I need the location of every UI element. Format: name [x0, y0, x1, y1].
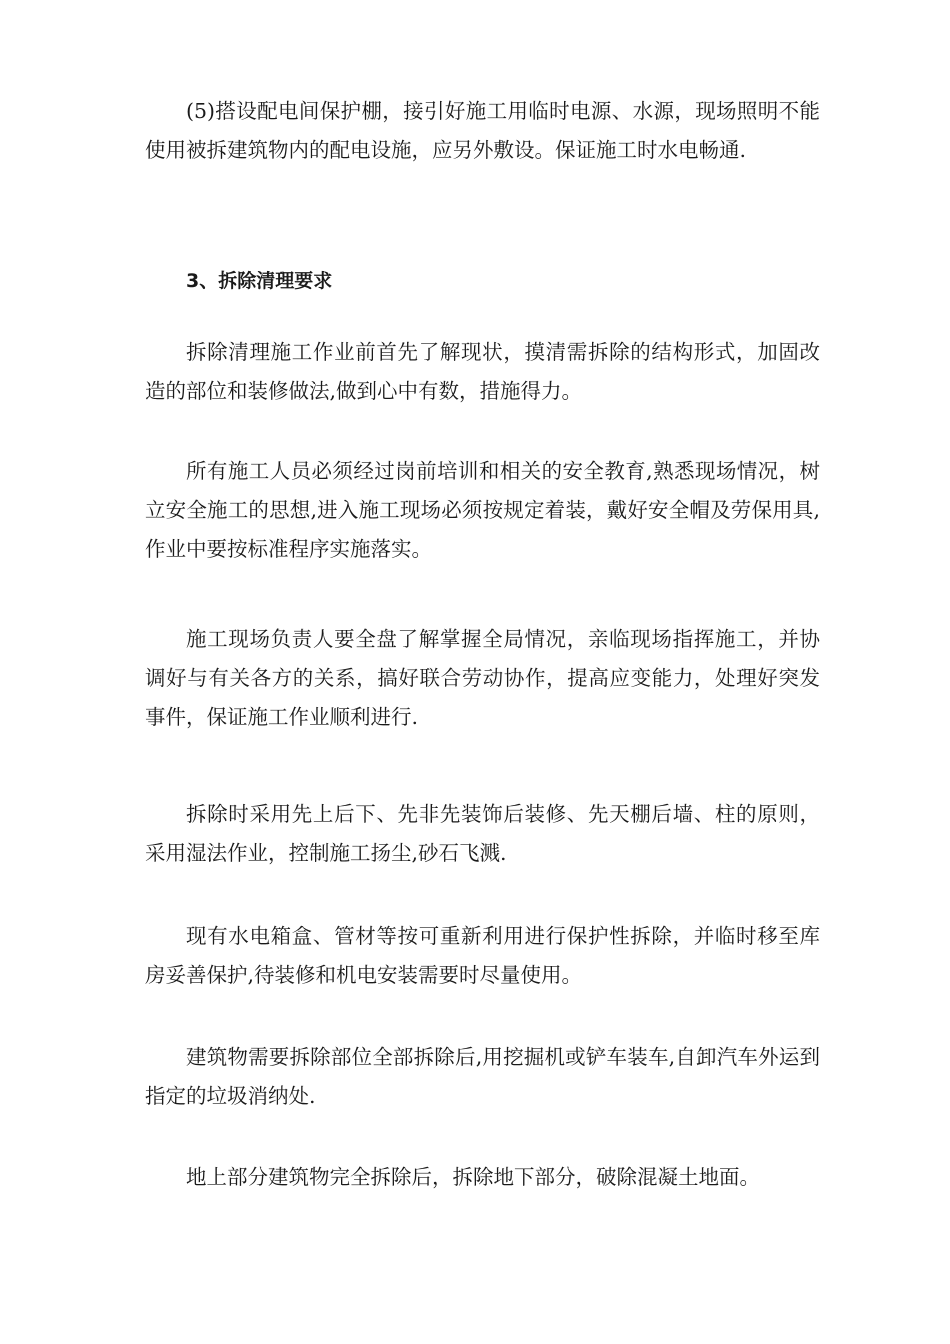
paragraph-survey-structure: 拆除清理施工作业前首先了解现状，摸清需拆除的结构形式，加固改造的部位和装修做法,做到心中有数，措施得力。 [145, 340, 820, 403]
paragraph-demolition-order: 拆除时采用先上后下、先非先装饰后装修、先天棚后墙、柱的原则，采用湿法作业，控制施工扬尘,砂石飞溅. [145, 802, 820, 865]
paragraph-underground-demolition: 地上部分建筑物完全拆除后，拆除地下部分，破除混凝土地面。 [186, 1165, 760, 1189]
paragraph-reuse-fixtures: 现有水电箱盒、管材等按可重新利用进行保护性拆除，并临时移至库房妥善保护,待装修和机电安装需要时尽量使用。 [145, 924, 820, 987]
section-heading-demolition-requirements: 3、拆除清理要求 [186, 270, 333, 292]
paragraph-staff-training: 所有施工人员必须经过岗前培训和相关的安全教育,熟悉现场情况，树立安全施工的思想,进入施工现场必须按规定着装，戴好安全帽及劳保用具,作业中要按标准程序实施落实。 [145, 459, 820, 561]
paragraph-site-manager: 施工现场负责人要全盘了解掌握全局情况，亲临现场指挥施工，并协调好与有关各方的关系，搞好联合劳动协作，提高应变能力，处理好突发事件，保证施工作业顺利进行. [145, 627, 820, 729]
paragraph-debris-removal: 建筑物需要拆除部位全部拆除后,用挖掘机或铲车装车,自卸汽车外运到指定的垃圾消纳处. [145, 1045, 820, 1108]
paragraph-power-water-setup: (5)搭设配电间保护棚，接引好施工用临时电源、水源，现场照明不能使用被拆建筑物内的配电设施，应另外敷设。保证施工时水电畅通. [145, 99, 820, 162]
